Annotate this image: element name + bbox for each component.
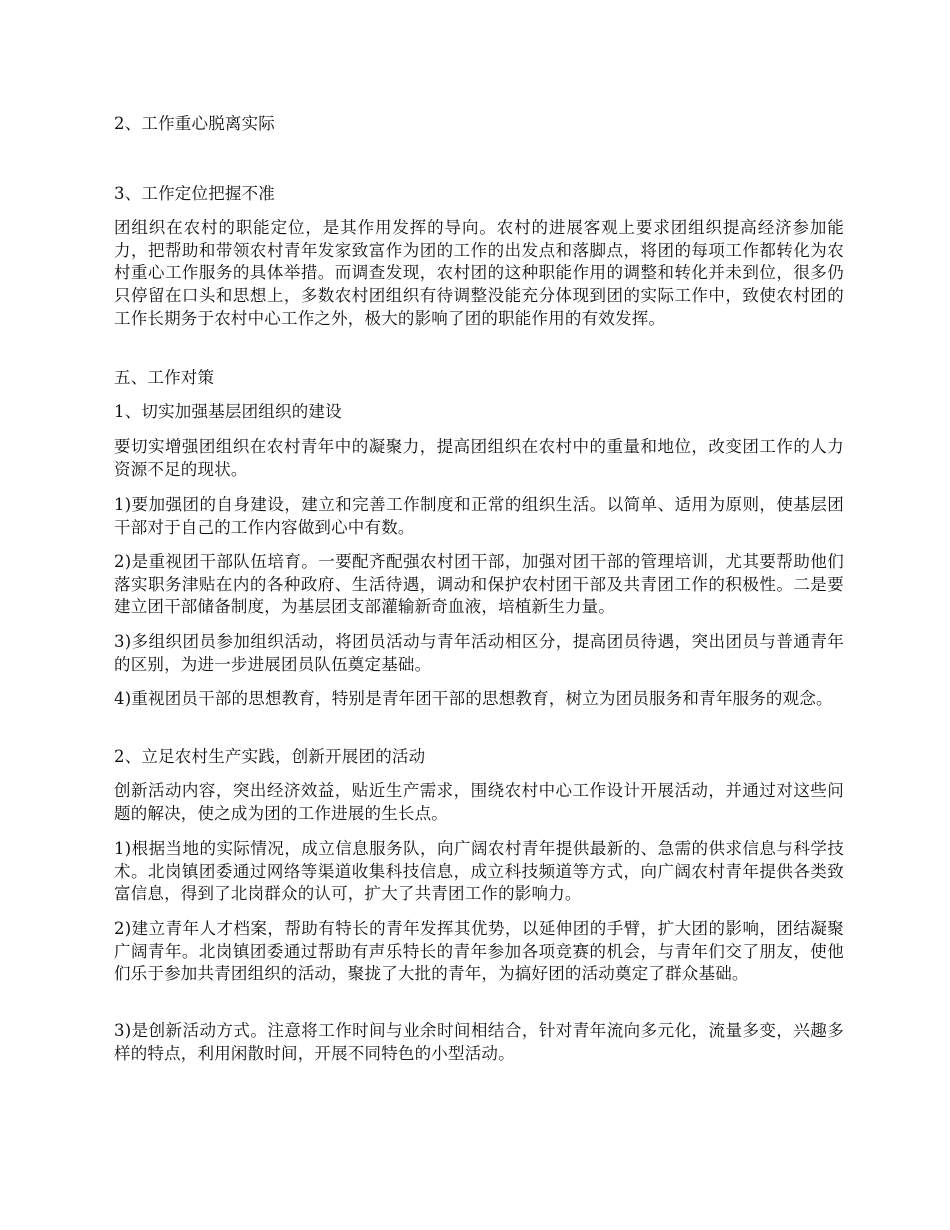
list-item-member-activities: 3)多组织团员参加组织活动，将团员活动与青年活动相区分，提高团员待遇，突出团员与普通青年的区别，为进一步进展团员队伍奠定基础。: [114, 632, 844, 674]
list-item-cadre-training: 2)是重视团干部队伍培育。一要配齐配强农村团干部，加强对团干部的管理培训，尤其要帮助他们落实职务津贴在内的各种政府、生活待遇，调动和保护农村团干部及共青团工作的积极性。二是要建立团干部储备制度，为基层团支部灌输新奇血液，培植新生力量。: [114, 552, 844, 617]
paragraph-cohesion: 要切实增强团组织在农村青年中的凝聚力，提高团组织在农村中的重量和地位，改变团工作的人力资源不足的现状。: [114, 437, 844, 479]
heading-work-positioning: 3、工作定位把握不准: [114, 184, 275, 203]
heading-strengthen-organization: 1、切实加强基层团组织的建设: [114, 402, 342, 421]
paragraph-innovate-content: 创新活动内容，突出经济效益，贴近生产需求，围绕农村中心工作设计开展活动，并通过对这些问题的解决，使之成为团的工作进展的生长点。: [114, 781, 844, 823]
list-item-information-service: 1)根据当地的实际情况，成立信息服务队，向广阔农村青年提供最新的、急需的供求信息与科学技术。北岗镇团委通过网络等渠道收集科技信息，成立科技频道等方式，向广阔农村青年提供各类致富信息，得到了北岗群众的认可，扩大了共青团工作的影响力。: [114, 839, 844, 904]
list-item-talent-archive: 2)建立青年人才档案，帮助有特长的青年发挥其优势，以延伸团的手臂，扩大团的影响，团结凝聚广阔青年。北岗镇团委通过帮助有声乐特长的青年参加各项竞赛的机会，与青年们交了朋友，使他们乐于参加共青团组织的活动，聚拢了大批的青年，为搞好团的活动奠定了群众基础。: [114, 919, 844, 984]
list-item-self-building: 1)要加强团的自身建设，建立和完善工作制度和正常的组织生活。以简单、适用为原则，使基层团干部对于自己的工作内容做到心中有数。: [114, 495, 844, 537]
list-item-ideological-education: 4)重视团员干部的思想教育，特别是青年团干部的思想教育，树立为团员服务和青年服务的观念。: [114, 689, 833, 708]
heading-work-focus-detached: 2、工作重心脱离实际: [114, 114, 275, 133]
heading-rural-production: 2、立足农村生产实践，创新开展团的活动: [114, 747, 426, 766]
paragraph-function-positioning: 团组织在农村的职能定位，是其作用发挥的导向。农村的进展客观上要求团组织提高经济参加能力，把帮助和带领农村青年发家致富作为团的工作的出发点和落脚点，将团的每项工作都转化为农村重心工作服务的具体举措。而调查发现，农村团的这种职能作用的调整和转化并未到位，很多仍只停留在口头和思想上，多数农村团组织有待调整没能充分体现到团的实际工作中，致使农村团的工作长期务于农村中心工作之外，极大的影响了团的职能作用的有效发挥。: [114, 218, 844, 328]
section-heading-work-measures: 五、工作对策: [114, 368, 215, 387]
list-item-innovate-methods: 3)是创新活动方式。注意将工作时间与业余时间相结合，针对青年流向多元化，流量多变，兴趣多样的特点，利用闲散时间，开展不同特色的小型活动。: [114, 1021, 844, 1063]
